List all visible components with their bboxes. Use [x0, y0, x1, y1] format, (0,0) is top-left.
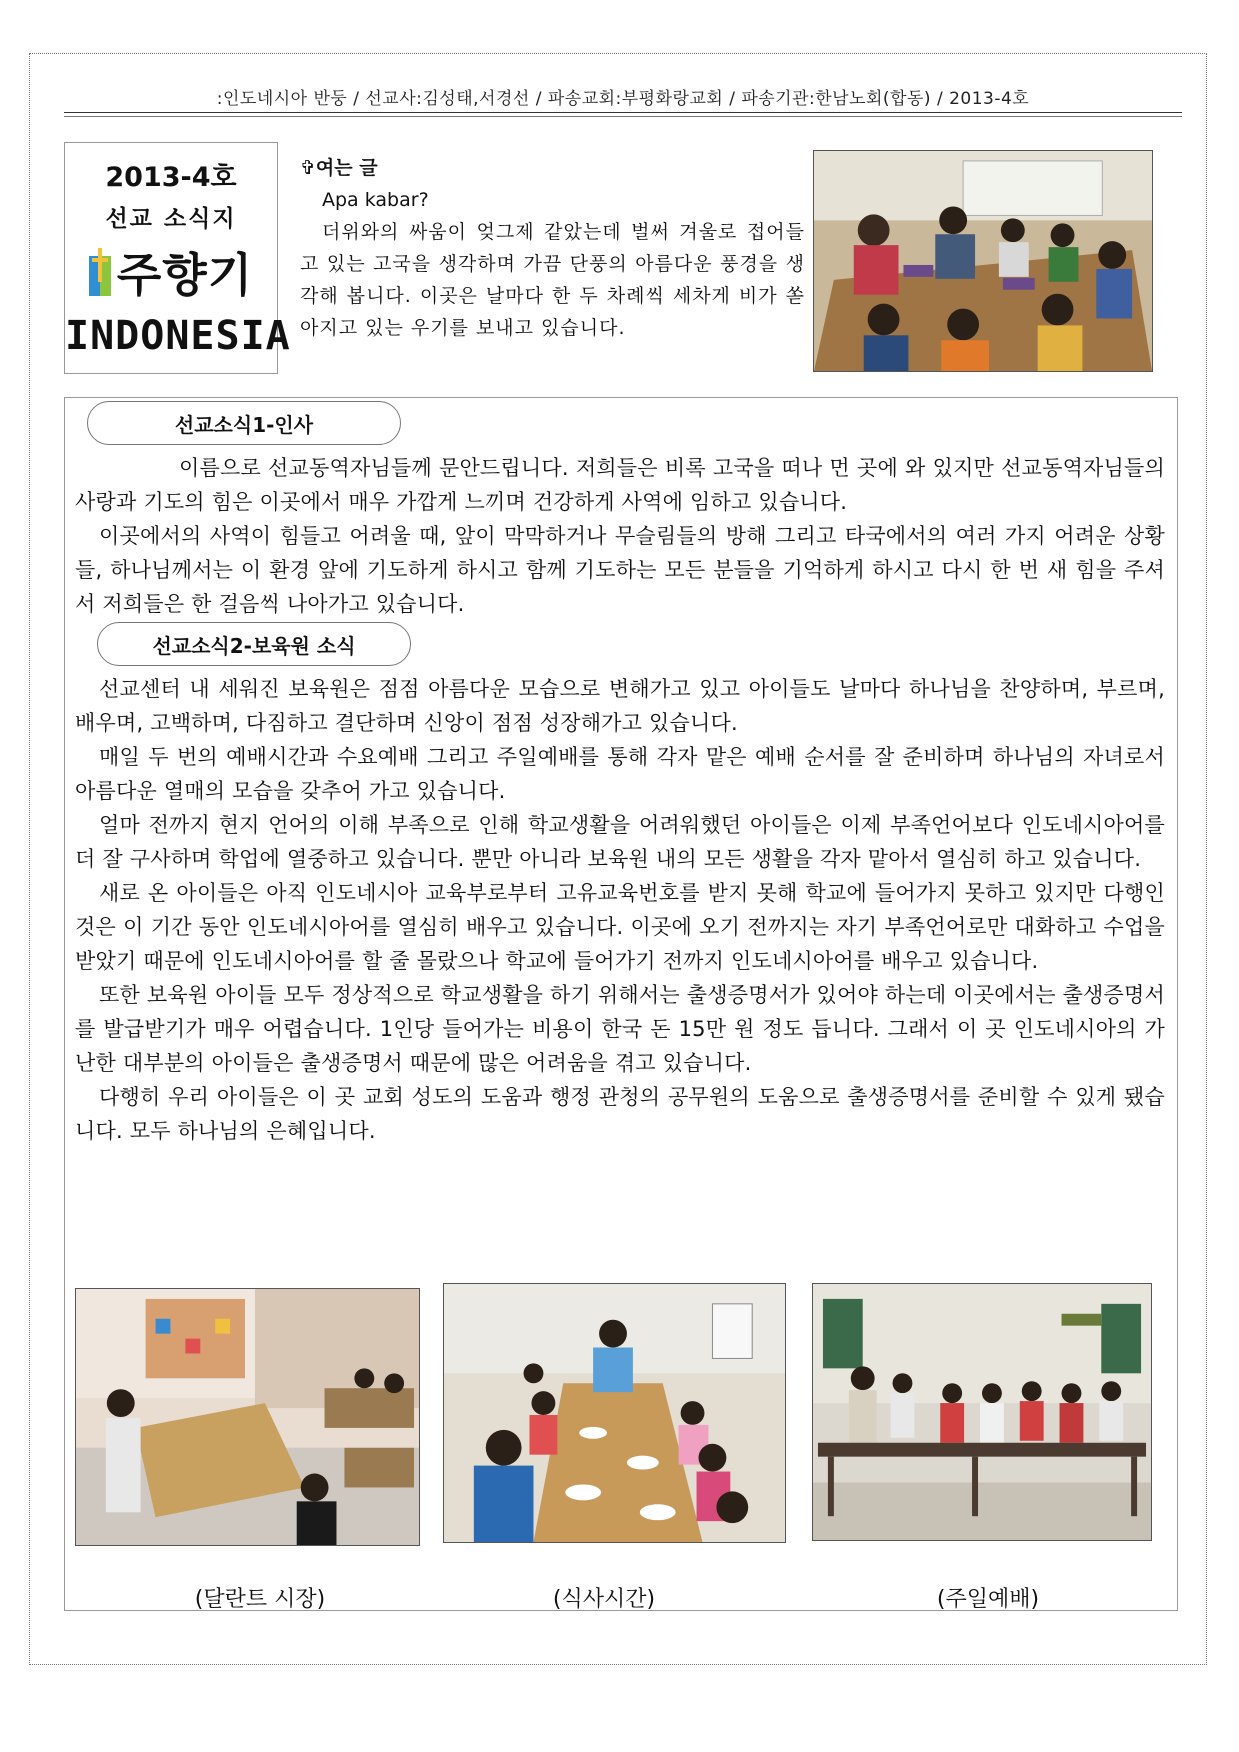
brand-name: 주향기	[116, 248, 254, 302]
section1-body	[75, 451, 1165, 621]
talent-market-photo	[75, 1288, 420, 1546]
sunday-worship-photo	[812, 1283, 1152, 1541]
section2-title-text: 선교소식2-보육원 소식	[152, 633, 356, 658]
photo-caption-mealtime: (식사시간)	[552, 1587, 656, 1612]
header-rule	[64, 112, 1182, 113]
section2-body	[75, 672, 1165, 1148]
photo-caption-sunday-worship: (주일예배)	[936, 1587, 1040, 1612]
cross-logo-icon	[89, 248, 111, 296]
issue-number: 2013-4호	[105, 162, 237, 193]
section2-paragraph: 선교센터 내 세워진 보육원은 점점 아름다운 모습으로 변해가고 있고 아이들도 날마다 하나님을 찬양하며, 부르며, 배우며, 고백하며, 다짐하고 결단하며 신앙이 점점 성장해가고 있습니다.	[75, 677, 1165, 735]
brand-logo	[65, 239, 277, 305]
header-rule-thin	[64, 116, 1182, 117]
section2-paragraph: 다행히 우리 아이들은 이 곳 교회 성도의 도움과 행정 관청의 공무원의 도움으로 출생증명서를 준비할 수 있게 됐습니다. 모두 하나님의 은혜입니다.	[75, 1085, 1165, 1143]
opening-greeting: Apa kabar?	[322, 189, 429, 211]
header-info-line: :인도네시아 반둥 / 선교사:김성태,서경선 / 파송교회:부평화랑교회 / 파송기관:한남노회(합동) / 2013-4호	[216, 89, 1030, 109]
section1-title-text: 선교소식1-인사	[174, 412, 314, 437]
classroom-photo	[813, 150, 1153, 372]
title-box	[64, 142, 291, 374]
photo-caption-talent-market: (달란트 시장)	[194, 1587, 326, 1612]
opening-heading: ✞여는 글	[300, 157, 378, 179]
mealtime-photo	[443, 1283, 786, 1543]
opening-section	[300, 152, 805, 344]
section2-paragraph: 또한 보육원 아이들 모두 정상적으로 학교생활을 하기 위해서는 출생증명서가 있어야 하는데 이곳에서는 출생증명서를 발급받기가 매우 어렵습니다. 1인당 들어가는 비용이 한국 돈 15만 원 정도 듭니다. 그래서 이 곳 인도네시아의 가난한 대부분의 아이들은 출생증명서 때문에 많은 어려움을 겪고 있습니다.	[75, 983, 1165, 1075]
section2-title	[97, 622, 411, 666]
country-name: INDONESIA	[65, 313, 291, 359]
newsletter-name: 선교 소식지	[105, 206, 237, 232]
section2-paragraph: 새로 온 아이들은 아직 인도네시아 교육부로부터 고유교육번호를 받지 못해 학교에 들어가지 못하고 있지만 다행인 것은 이 기간 동안 인도네시아어를 열심히 배우고 있습니다. 이곳에 오기 전까지는 자기 부족언어로만 대화하고 수업을 받았기 때문에 인도네시아어를 할 줄 몰랐으나 학교에 들어가기 전까지 인도네시아어를 배우고 있습니다.	[75, 881, 1165, 973]
section2-paragraph: 매일 두 번의 예배시간과 수요예배 그리고 주일예배를 통해 각자 맡은 예배 순서를 잘 준비하며 하나님의 자녀로서 아름다운 열매의 모습을 갖추어 가고 있습니다.	[75, 745, 1165, 803]
section1-title	[87, 401, 401, 445]
opening-body: 더위와의 싸움이 엊그제 같았는데 벌써 겨울로 접어들고 있는 고국을 생각하며 가끔 단풍의 아름다운 풍경을 생각해 봅니다. 이곳은 날마다 한 두 차례씩 세차게 비가 쏟아지고 있는 우기를 보내고 있습니다.	[300, 221, 805, 339]
section1-paragraph: 이곳에서의 사역이 힘들고 어려울 때, 앞이 막막하거나 무슬림들의 방해 그리고 타국에서의 여러 가지 어려운 상황들, 하나님께서는 이 환경 앞에 기도하게 하시고 함께 기도하는 모든 분들을 기억하게 하시고 다시 한 번 새 힘을 주셔서 저희들은 한 걸음씩 나아가고 있습니다.	[75, 524, 1165, 616]
section1-paragraph: 이름으로 선교동역자님들께 문안드립니다. 저희들은 비록 고국을 떠나 먼 곳에 와 있지만 선교동역자님들의 사랑과 기도의 힘은 이곳에서 매우 가깝게 느끼며 건강하게 사역에 임하고 있습니다.	[75, 456, 1165, 514]
section2-paragraph: 얼마 전까지 현지 언어의 이해 부족으로 인해 학교생활을 어려워했던 아이들은 이제 부족언어보다 인도네시아어를 더 잘 구사하며 학업에 열중하고 있습니다. 뿐만 아니라 보육원 내의 모든 생활을 각자 맡아서 열심히 하고 있습니다.	[75, 813, 1165, 871]
